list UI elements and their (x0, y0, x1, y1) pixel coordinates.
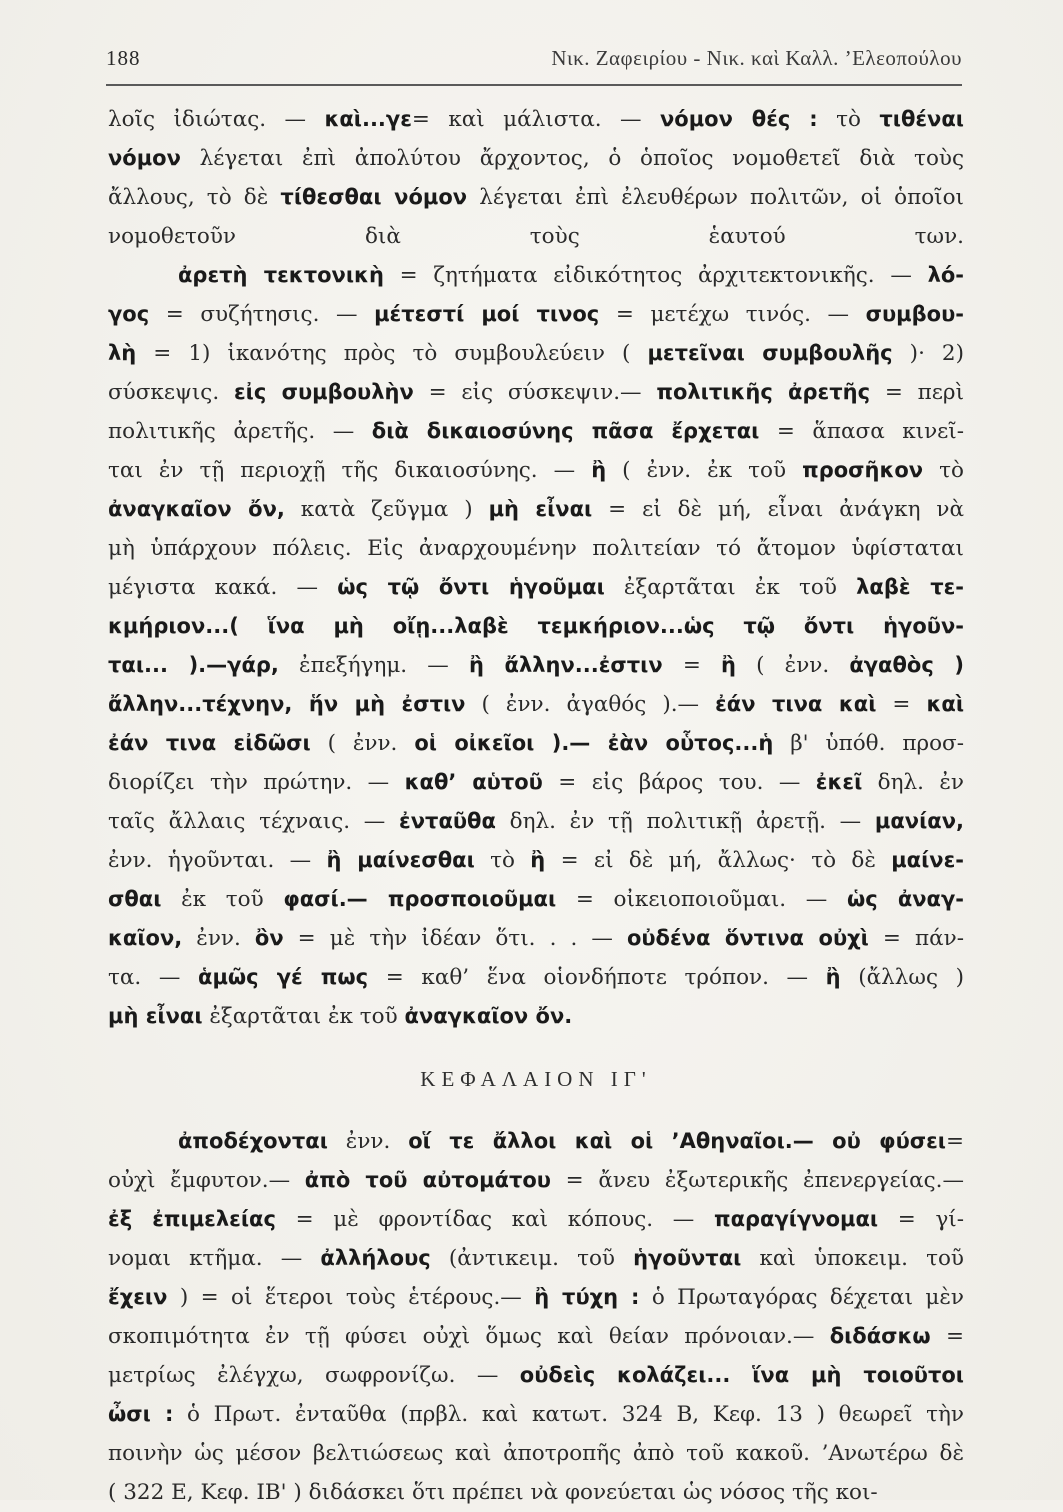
lemma-term: ἐκεῖ (815, 770, 863, 794)
lemma-term: τίθεσθαι νόμον (280, 185, 468, 209)
gloss-text: τὸ (923, 458, 964, 483)
lemma-term: οἵ τε ἄλλοι καὶ οἱ ’Αθηναῖοι.— οὐ φύσει (408, 1129, 946, 1153)
gloss-text: )· 2) (892, 341, 964, 366)
lemma-term: μετεῖναι συμβουλῆς (647, 341, 893, 365)
body-text (108, 100, 964, 1512)
lemma-term: ἢ ἄλλην...ἐστιν (468, 653, 663, 677)
lemma-term: ἔχειν (108, 1285, 168, 1309)
gloss-text: ὁ Πρωτ. ἐνταῦθα (πρβλ. καὶ κατωτ. 324 Β, Κεφ. 13 ) θεωρεῖ τὴν (173, 1402, 964, 1427)
lemma-term: ἐξ ἐπιμελείας (108, 1207, 276, 1231)
gloss-text: ἄλλους, τὸ δὲ (108, 185, 281, 210)
text-line (108, 1317, 964, 1356)
lemma-term: καῖον, (108, 926, 183, 950)
header-rule (106, 84, 962, 86)
gloss-text: διορίζει τὴν πρώτην. — (108, 770, 405, 795)
gloss-text: = καὶ μάλιστα. — (411, 107, 660, 132)
lemma-term: ται... ).—γάρ, (108, 653, 279, 677)
text-line (108, 334, 964, 373)
gloss-text: ( ἐνν. (735, 653, 850, 678)
lemma-term: φασί.— προσποιοῦμαι (283, 887, 557, 911)
lemma-term: ἀποδέχονται (178, 1129, 328, 1153)
text-line (108, 1200, 964, 1239)
lemma-term: μαίνε- (891, 848, 964, 872)
text-line (108, 802, 964, 841)
gloss-text: μέγιστα κακά. — (108, 575, 338, 600)
text-line (108, 880, 964, 919)
text-line (108, 217, 964, 256)
lemma-term: νόμον (108, 146, 181, 170)
text-line (108, 1239, 964, 1278)
commentary-section-1 (108, 100, 964, 1036)
gloss-text: ἐξαρτᾶται ἐκ τοῦ (202, 1004, 405, 1029)
lemma-term: ἀπὸ τοῦ αὐτομάτου (304, 1168, 551, 1192)
text-line (108, 178, 964, 217)
lemma-term: γος (108, 302, 150, 326)
lemma-term: μὴ εἶναι (108, 1004, 203, 1028)
gloss-text: σύσκεψις. (108, 380, 234, 405)
gloss-text: = (662, 653, 721, 678)
text-line (108, 1434, 964, 1473)
lemma-term: ὂν (254, 926, 284, 950)
gloss-text: ἐνν. ἡγοῦνται. — (108, 848, 327, 873)
lemma-term: λὴ (108, 341, 137, 365)
text-line (108, 451, 964, 490)
text-line (108, 763, 964, 802)
page-header (106, 40, 962, 80)
gloss-text: = συζήτησις. — (149, 302, 375, 327)
gloss-text: = εἰ δὲ μή, εἶναι ἀνάγκη νὰ (592, 497, 964, 522)
gloss-text: = (930, 1324, 964, 1349)
lemma-term: ἢ τύχη : (534, 1285, 640, 1309)
gloss-text: τα. — (108, 965, 199, 990)
gloss-text: = περὶ (870, 380, 964, 405)
gloss-text: = ἄνευ ἐξωτερικῆς ἐπενεργείας.— (550, 1168, 964, 1193)
lemma-term: καὶ (926, 692, 964, 716)
lemma-term: λό- (927, 263, 964, 287)
lemma-term: κμήριον...( ἵνα μὴ οἴῃ...λαβὲ τεμκήριον...ὡς τῷ ὄντι ἡγοῦν- (108, 614, 964, 638)
text-line (108, 100, 964, 139)
gloss-text: ὁ Πρωταγόρας δέχεται μὲν (639, 1285, 964, 1310)
lemma-term: ὦσι : (108, 1402, 174, 1426)
lemma-term: προσῆκον (802, 458, 924, 482)
text-line (108, 997, 964, 1036)
lemma-term: ἀλλήλους (320, 1246, 431, 1270)
gloss-text: = 1) ἱκανότης πρὸς τὸ συμβουλεύειν ( (136, 341, 648, 366)
gloss-text: = μετέχω τινός. — (599, 302, 866, 327)
text-line (108, 646, 964, 685)
gloss-text: τὸ (474, 848, 531, 873)
text-line (108, 256, 964, 295)
gloss-text: = γί- (878, 1207, 964, 1232)
lemma-term: ἀναγκαῖον ὄν. (404, 1004, 573, 1028)
gloss-text: = εἰ δὲ μή, ἄλλως· τὸ δὲ (545, 848, 892, 873)
gloss-text: οὐχὶ ἔμφυτον.— (108, 1168, 305, 1193)
commentary-section-2 (108, 1122, 964, 1512)
gloss-text: = καθ’ ἕνα οἱονδήποτε τρόπον. — (368, 965, 826, 990)
text-line (108, 841, 964, 880)
gloss-text: (ἄλλως ) (840, 965, 964, 990)
gloss-text: τὸ (817, 107, 880, 132)
lemma-term: ὡς τῷ ὄντι ἡγοῦμαι (337, 575, 605, 599)
lemma-term: οὐδένα ὅντινα οὐχὶ (626, 926, 869, 950)
lemma-term: οἱ οἰκεῖοι ).— ἐὰν οὗτος...ἡ (414, 731, 774, 755)
lemma-term: ἢ (530, 848, 546, 872)
gloss-text: ( 322 Ε, Κεφ. ΙΒ' ) διδάσκει ὅτι πρέπει νὰ φονεύεται ὡς νόσος τῆς κοι- (108, 1480, 878, 1505)
lemma-term: ἐάν τινα καὶ (715, 692, 877, 716)
gloss-text: = εἰς βάρος του. — (542, 770, 816, 795)
lemma-term: ἢ (721, 653, 736, 677)
lemma-term: ἀναγκαῖον ὄν, (108, 497, 285, 521)
gloss-text: μὴ ὑπάρχουν πόλεις. Εἰς ἀναρχουμένην πολιτείαν τό ἄτομον ὑφίσταται (108, 536, 964, 561)
gloss-text: = εἰς σύσκεψιν.— (413, 380, 657, 405)
lemma-term: καὶ...γε (324, 107, 412, 131)
gloss-text: = πάν- (868, 926, 964, 951)
lemma-term: διδάσκω (829, 1324, 931, 1348)
lemma-term: παραγίγνομαι (713, 1207, 879, 1231)
text-line (108, 1161, 964, 1200)
lemma-term: ἢ (591, 458, 607, 482)
gloss-text: ποινὴν ὡς μέσον βελτιώσεως καὶ ἀποτροπῆς ἀπὸ τοῦ κακοῦ. ’Ανωτέρω δὲ (108, 1441, 964, 1466)
gloss-text: = ἅπασα κινεῖ- (759, 419, 964, 444)
text-line (108, 529, 964, 568)
gloss-text: ( ἐνν. (310, 731, 415, 756)
lemma-term: μὴ εἶναι (488, 497, 593, 521)
gloss-text: (ἀντικειμ. τοῦ (430, 1246, 634, 1271)
gloss-text: καὶ ὑποκειμ. τοῦ (741, 1246, 964, 1271)
text-line (108, 295, 964, 334)
lemma-term: διὰ δικαιοσύνης πᾶσα ἔρχεται (371, 419, 760, 443)
gloss-text: νομαι κτῆμα. — (108, 1246, 321, 1271)
text-line (108, 139, 964, 178)
gloss-text: δηλ. ἐν (862, 770, 964, 795)
gloss-text: νομοθετοῦν διὰ τοὺς ἑαυτού των. (108, 224, 964, 249)
lemma-term: τιθέναι (879, 107, 964, 131)
gloss-text: σκοπιμότητα ἐν τῇ φύσει οὐχὶ ὅμως καὶ θείαν πρόνοιαν.— (108, 1324, 830, 1349)
text-line (108, 607, 964, 646)
gloss-text: = ζητήματα εἰδικότητος ἀρχιτεκτονικῆς. — (383, 263, 928, 288)
text-line (108, 685, 964, 724)
lemma-term: εἰς συμβουλὴν (233, 380, 414, 404)
text-line (108, 919, 964, 958)
text-line (108, 490, 964, 529)
lemma-term: μέτεστί μοί τινος (374, 302, 600, 326)
gloss-text: ταῖς ἄλλαις τέχναις. — (108, 809, 400, 834)
gloss-text: ἐνν. (182, 926, 255, 951)
lemma-term: ἡγοῦνται (633, 1246, 742, 1270)
gloss-text: κατὰ ζεῦγμα ) (284, 497, 489, 522)
gloss-text: = μὲ φροντίδας καὶ κόπους. — (275, 1207, 714, 1232)
chapter-title: ΚΕΦΑΛΑΙΟΝ ΙΓ' (420, 1067, 652, 1091)
gloss-text: μετρίως ἐλέγχω, σωφρονίζω. — (108, 1363, 520, 1388)
gloss-text: ( ἐνν. ἀγαθός ).— (465, 692, 716, 717)
text-line (108, 958, 964, 997)
lemma-term: συμβου- (865, 302, 964, 326)
text-line (108, 373, 964, 412)
lemma-term: ἐάν τινα εἰδῶσι (108, 731, 311, 755)
text-line (108, 1473, 964, 1512)
lemma-term: ἄλλην...τέχνην, ἥν μὴ ἐστιν (108, 692, 466, 716)
gloss-text: ( ἐνν. ἐκ τοῦ (606, 458, 803, 483)
page-number: 188 (106, 46, 141, 70)
lemma-term: νόμον θές : (659, 107, 818, 131)
lemma-term: οὐδεὶς κολάζει... ἵνα μὴ τοιοῦτοι (519, 1363, 964, 1387)
lemma-term: ἀγαθὸς ) (849, 653, 964, 677)
text-line (108, 1356, 964, 1395)
lemma-term: ἢ μαίνεσθαι (326, 848, 475, 872)
text-line (108, 568, 964, 607)
gloss-text: ἐξαρτᾶται ἐκ τοῦ (604, 575, 857, 600)
gloss-text: ἐκ τοῦ (161, 887, 284, 912)
lemma-term: πολιτικῆς ἀρετῆς (656, 380, 871, 404)
lemma-term: ἢ (825, 965, 841, 989)
gloss-text: ) = οἱ ἕτεροι τοὺς ἑτέρους.— (167, 1285, 535, 1310)
gloss-text: ται ἐν τῇ περιοχῇ τῆς δικαιοσύνης. — (108, 458, 592, 483)
text-line (108, 1395, 964, 1434)
gloss-text: δηλ. ἐν τῇ πολιτικῇ ἀρετῇ. — (495, 809, 875, 834)
text-line (108, 1278, 964, 1317)
gloss-text: ἐπεξήγημ. — (278, 653, 469, 678)
lemma-term: ἐνταῦθα (399, 809, 496, 833)
lemma-term: ἁμῶς γέ πως (198, 965, 369, 989)
lemma-term: καθ’ αὑτοῦ (404, 770, 543, 794)
gloss-text: πολιτικῆς ἀρετῆς. — (108, 419, 372, 444)
gloss-text: = οἰκειοποιοῦμαι. — (556, 887, 847, 912)
gloss-text: = μὲ τὴν ἰδέαν ὅτι. . . — (283, 926, 627, 951)
lemma-term: μανίαν, (874, 809, 964, 833)
lemma-term: λαβὲ τε- (856, 575, 964, 599)
text-line (108, 1122, 964, 1161)
gloss-text: ἐνν. (327, 1129, 409, 1154)
lemma-term: ἀρετὴ τεκτονικὴ (178, 263, 384, 287)
text-line (108, 412, 964, 451)
lemma-term: σθαι (108, 887, 162, 911)
text-line (108, 724, 964, 763)
lemma-term: ὡς ἀναγ- (846, 887, 964, 911)
running-head: Νικ. Ζαφειρίου - Νικ. καὶ Καλλ. ’Ελεοπούλου (551, 46, 962, 70)
gloss-text: λέγεται ἐπὶ ἐλευθέρων πολιτῶν, οἱ ὁποῖοι (467, 185, 964, 210)
gloss-text: = (945, 1129, 964, 1154)
gloss-text: = (876, 692, 927, 717)
gloss-text: λέγεται ἐπὶ ἀπολύτου ἄρχοντος, ὁ ὁποῖος νομοθετεῖ διὰ τοὺς (180, 146, 964, 171)
gloss-text: λοῖς ἰδιώτας. — (108, 107, 325, 132)
gloss-text: β' ὑπόθ. προσ- (773, 731, 964, 756)
